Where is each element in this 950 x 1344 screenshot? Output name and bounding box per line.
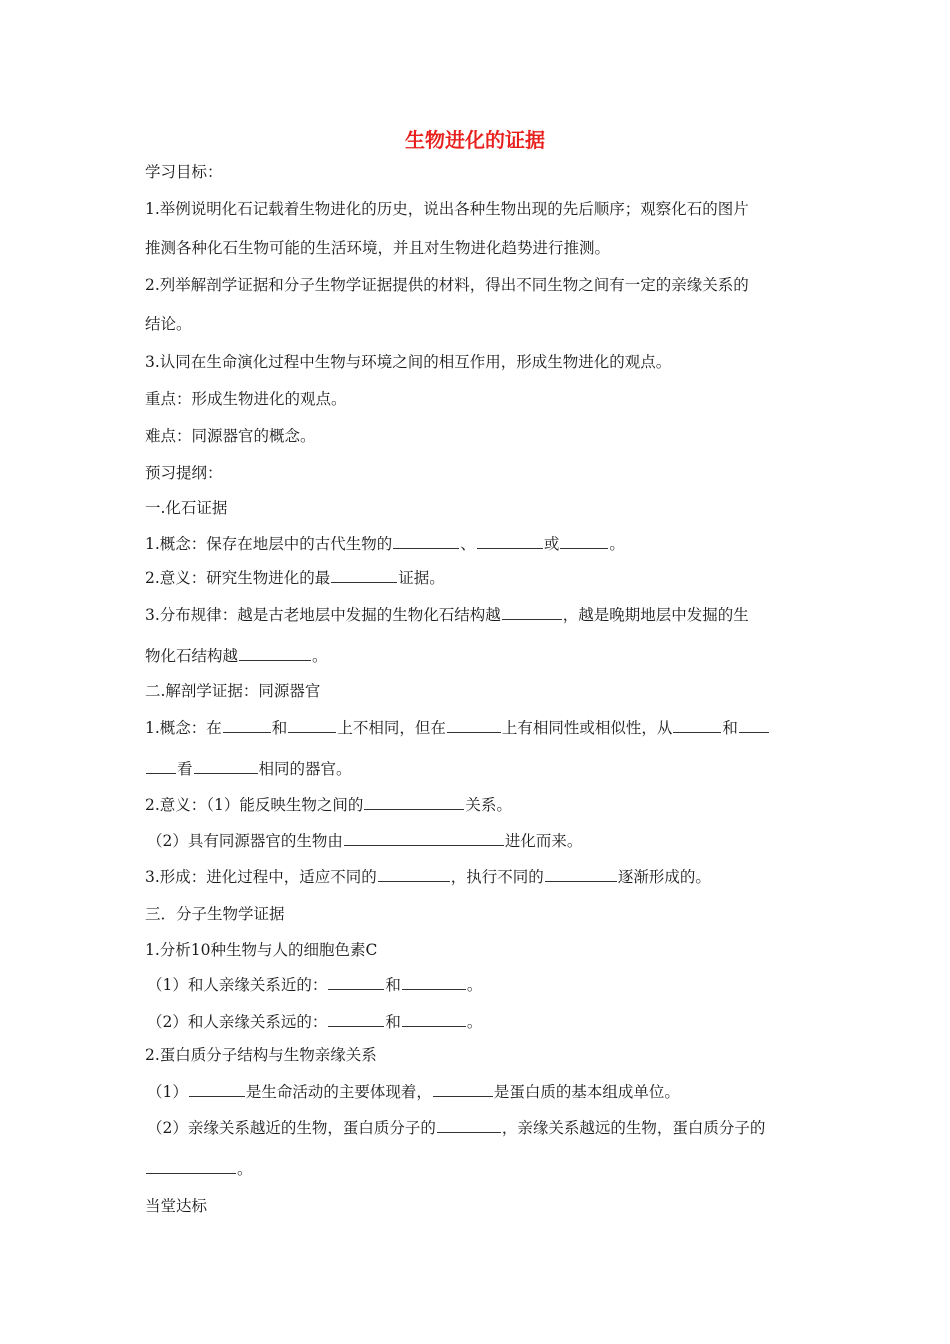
homologous-formation: [145, 866, 825, 888]
fill-blank[interactable]: [393, 533, 459, 549]
text: 。: [237, 1160, 253, 1178]
text: 逐渐形成的。: [617, 868, 711, 886]
heading-anatomy-evidence: [145, 680, 825, 702]
page-title: 生物进化的证据: [405, 128, 545, 152]
text: 上有相同性或相似性，从: [501, 719, 673, 737]
text: 相同的器官。: [258, 760, 352, 778]
text: 3.分布规律：越是古老地层中发掘的生物化石结构越: [145, 606, 501, 624]
objective-1-line-1: 1.举例说明化石记载着生物进化的历史，说出各种生物出现的先后顺序；观察化石的图片: [145, 200, 749, 218]
homologous-meaning-1: [145, 794, 825, 816]
protein-item-2-line-2: [145, 1158, 825, 1180]
fill-blank[interactable]: [239, 645, 311, 661]
objective-1-line-2: 推测各种化石生物可能的生活环境，并且对生物进化趋势进行推测。: [145, 239, 611, 257]
heading-molecular-evidence: 三．分子生物学证据: [145, 905, 285, 923]
fill-blank[interactable]: [673, 717, 721, 733]
fill-blank[interactable]: [502, 604, 562, 620]
text: 看: [177, 760, 193, 778]
fill-blank[interactable]: [545, 866, 617, 882]
fill-blank[interactable]: [194, 758, 258, 774]
fill-blank[interactable]: [437, 1117, 501, 1133]
in-class-assessment-heading: 当堂达标: [145, 1197, 208, 1215]
objective-2-line-2: 结论。: [145, 315, 192, 333]
fossil-rule-line-2: [145, 645, 825, 667]
text: 进化而来。: [504, 832, 583, 850]
text: （2）具有同源器官的生物由: [147, 832, 343, 850]
fill-blank[interactable]: [328, 974, 384, 990]
text: 2.意义：（1）能反映生物之间的: [145, 796, 364, 814]
section-label-objectives: 学习目标：: [145, 163, 223, 181]
text: （2）和人亲缘关系远的：: [147, 1013, 328, 1031]
cytochrome-analysis: 1.分析10种生物与人的细胞色素C: [145, 941, 378, 959]
fossil-rule-line-1: [145, 604, 825, 626]
text: 1.概念：在: [145, 719, 222, 737]
text: 。: [609, 535, 625, 553]
objective-2-line-1: 2.列举解剖学证据和分子生物学证据提供的材料，得出不同生物之间有一定的亲缘关系的: [145, 276, 749, 294]
text: 证据。: [398, 569, 445, 587]
fossil-meaning: [145, 567, 825, 589]
protein-structure-heading: 2.蛋白质分子结构与生物亲缘关系: [145, 1046, 377, 1064]
text: 。: [466, 976, 483, 994]
text: （2）亲缘关系越近的生物，蛋白质分子的: [147, 1119, 436, 1137]
difficult-point: 难点：同源器官的概念。: [145, 427, 316, 445]
fill-blank[interactable]: [146, 1158, 236, 1174]
text: 3.形成：进化过程中，适应不同的: [145, 868, 377, 886]
fill-blank[interactable]: [477, 533, 543, 549]
fill-blank[interactable]: [364, 794, 464, 810]
text: 和: [385, 976, 401, 994]
text: ，越是晚期地层中发掘的生: [562, 606, 749, 624]
text: 和: [385, 1013, 401, 1031]
fill-blank[interactable]: [402, 1011, 466, 1027]
fill-blank[interactable]: [739, 717, 769, 733]
fill-blank[interactable]: [146, 758, 176, 774]
fill-blank[interactable]: [378, 866, 450, 882]
text: 二.解剖学证据：同源器官: [145, 682, 321, 700]
text: ，执行不同的: [450, 868, 544, 886]
text: 关系。: [465, 796, 512, 814]
homologous-meaning-2: [147, 830, 827, 852]
fill-blank[interactable]: [433, 1081, 493, 1097]
fill-blank[interactable]: [223, 717, 271, 733]
text: ，亲缘关系越远的生物，蛋白质分子的: [501, 1119, 766, 1137]
close-relatives: [147, 974, 827, 996]
homologous-concept-line-2: [145, 758, 825, 780]
text: 和: [722, 719, 738, 737]
fill-blank[interactable]: [328, 1011, 384, 1027]
section-label-outline: 预习提纲：: [145, 464, 223, 482]
protein-item-1: [147, 1081, 827, 1103]
fill-blank[interactable]: [344, 830, 504, 846]
fill-blank[interactable]: [560, 533, 608, 549]
fill-blank[interactable]: [331, 567, 397, 583]
objective-3: 3.认同在生命演化过程中生物与环境之间的相互作用，形成生物进化的观点。: [145, 353, 672, 371]
text: 和: [271, 719, 288, 737]
text: 。: [312, 647, 328, 665]
protein-item-2-line-1: [147, 1117, 827, 1139]
fossil-concept: [145, 533, 825, 555]
fill-blank[interactable]: [288, 717, 336, 733]
key-point: 重点：形成生物进化的观点。: [145, 390, 347, 408]
fill-blank[interactable]: [447, 717, 501, 733]
text: 、: [460, 535, 476, 553]
text: 上不相同，但在: [337, 719, 446, 737]
text: 是生命活动的主要体现着，: [245, 1083, 432, 1101]
fill-blank[interactable]: [402, 974, 466, 990]
distant-relatives: [147, 1011, 827, 1033]
text: 2.意义：研究生物进化的最: [145, 569, 331, 587]
fill-blank[interactable]: [189, 1081, 245, 1097]
text: 物化石结构越: [145, 647, 239, 665]
text: （1）: [147, 1083, 188, 1101]
text: 或: [543, 535, 560, 553]
text: 。: [466, 1013, 483, 1031]
text: （1）和人亲缘关系近的：: [147, 976, 328, 994]
text: 是蛋白质的基本组成单位。: [493, 1083, 680, 1101]
heading-fossil-evidence: 一.化石证据: [145, 499, 228, 517]
text: 1.概念：保存在地层中的古代生物的: [145, 535, 393, 553]
homologous-concept-line-1: [145, 717, 825, 739]
